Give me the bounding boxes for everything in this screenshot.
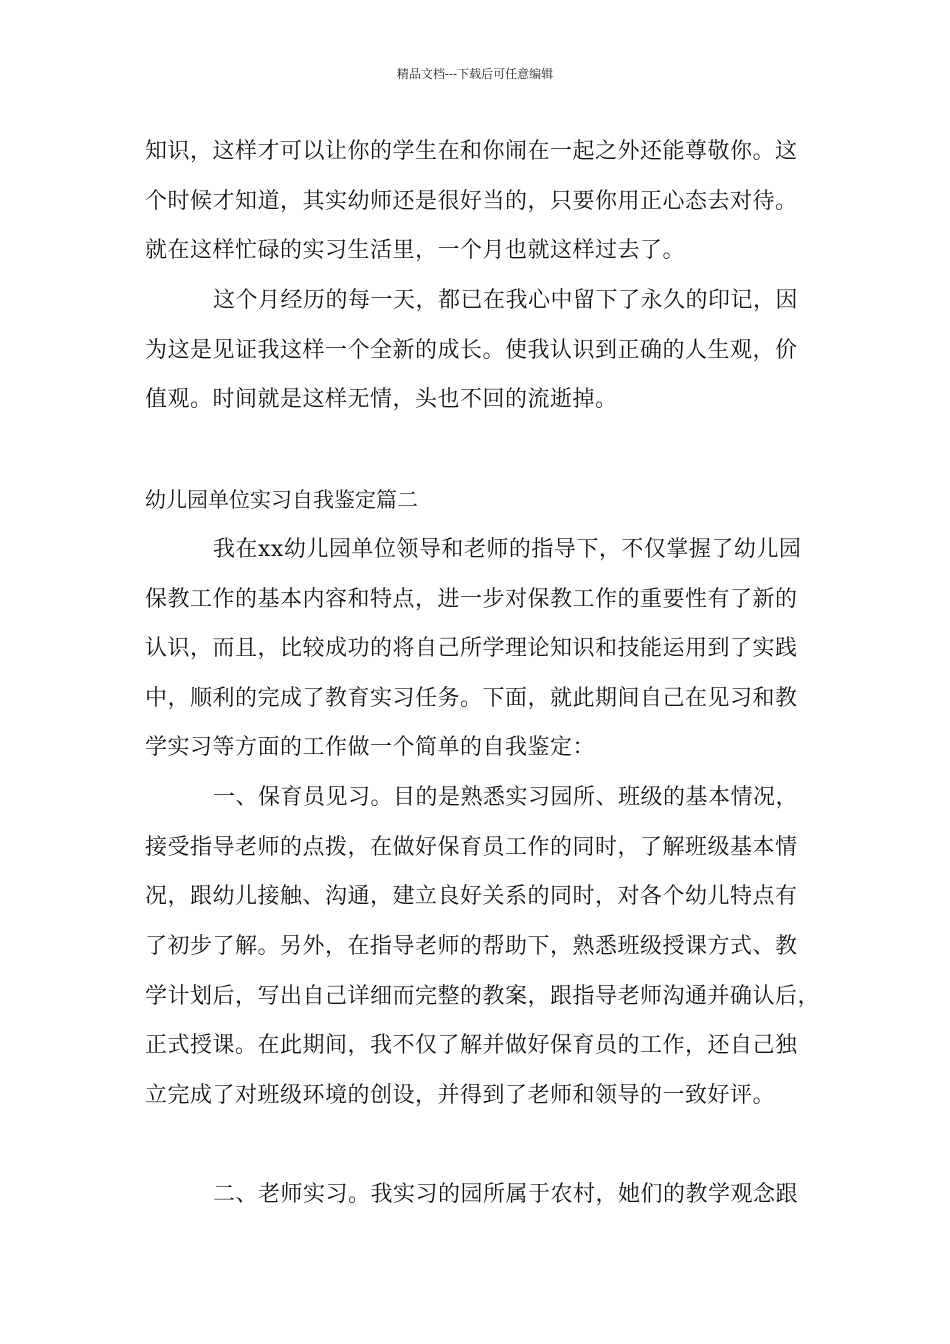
paragraph-line: 学计划后，写出自己详细而完整的教案，跟指导老师沟通并确认后， bbox=[145, 984, 821, 1009]
paragraph-line: 值观。时间就是这样无情，头也不回的流逝掉。 bbox=[145, 387, 618, 412]
paragraph-line: 立完成了对班级环境的创设，并得到了老师和领导的一致好评。 bbox=[145, 1083, 776, 1108]
paragraph-line: 接受指导老师的点拨，在做好保育员工作的同时，了解班级基本情 bbox=[145, 835, 798, 860]
paragraph-line: 这个月经历的每一天，都已在我心中留下了永久的印记，因 bbox=[213, 288, 799, 313]
section-title: 幼儿园单位实习自我鉴定篇二 bbox=[145, 488, 418, 512]
paragraph-line: 知识，这样才可以让你的学生在和你闹在一起之外还能尊敬你。这 bbox=[145, 139, 798, 164]
paragraph-line: 二、老师实习。我实习的园所属于农村，她们的教学观念跟 bbox=[213, 1182, 799, 1207]
paragraph-line: 中，顺利的完成了教育实习任务。下面，就此期间自己在见习和教 bbox=[145, 686, 798, 711]
paragraph-line: 况，跟幼儿接触、沟通，建立良好关系的同时，对各个幼儿特点有 bbox=[145, 884, 798, 909]
paragraph-line: 学实习等方面的工作做一个简单的自我鉴定： bbox=[145, 735, 596, 760]
page-header: 精品文档---下载后可任意编辑 bbox=[396, 67, 554, 81]
paragraph-line: 就在这样忙碌的实习生活里，一个月也就这样过去了。 bbox=[145, 238, 686, 263]
paragraph-line: 为这是见证我这样一个全新的成长。使我认识到正确的人生观，价 bbox=[145, 338, 798, 363]
paragraph-line: 我在xx幼儿园单位领导和老师的指导下，不仅掌握了幼儿园 bbox=[213, 537, 802, 562]
paragraph-line: 一、保育员见习。目的是熟悉实习园所、班级的基本情况， bbox=[213, 785, 799, 810]
paragraph-line: 了初步了解。另外，在指导老师的帮助下，熟悉班级授课方式、教 bbox=[145, 934, 798, 959]
paragraph-line: 保教工作的基本内容和特点，进一步对保教工作的重要性有了新的 bbox=[145, 587, 798, 612]
paragraph-line: 正式授课。在此期间，我不仅了解并做好保育员的工作，还自己独 bbox=[145, 1033, 798, 1058]
paragraph-line: 个时候才知道，其实幼师还是很好当的，只要你用正心态去对待。 bbox=[145, 189, 798, 214]
paragraph-line: 认识，而且，比较成功的将自己所学理论知识和技能运用到了实践 bbox=[145, 636, 798, 661]
